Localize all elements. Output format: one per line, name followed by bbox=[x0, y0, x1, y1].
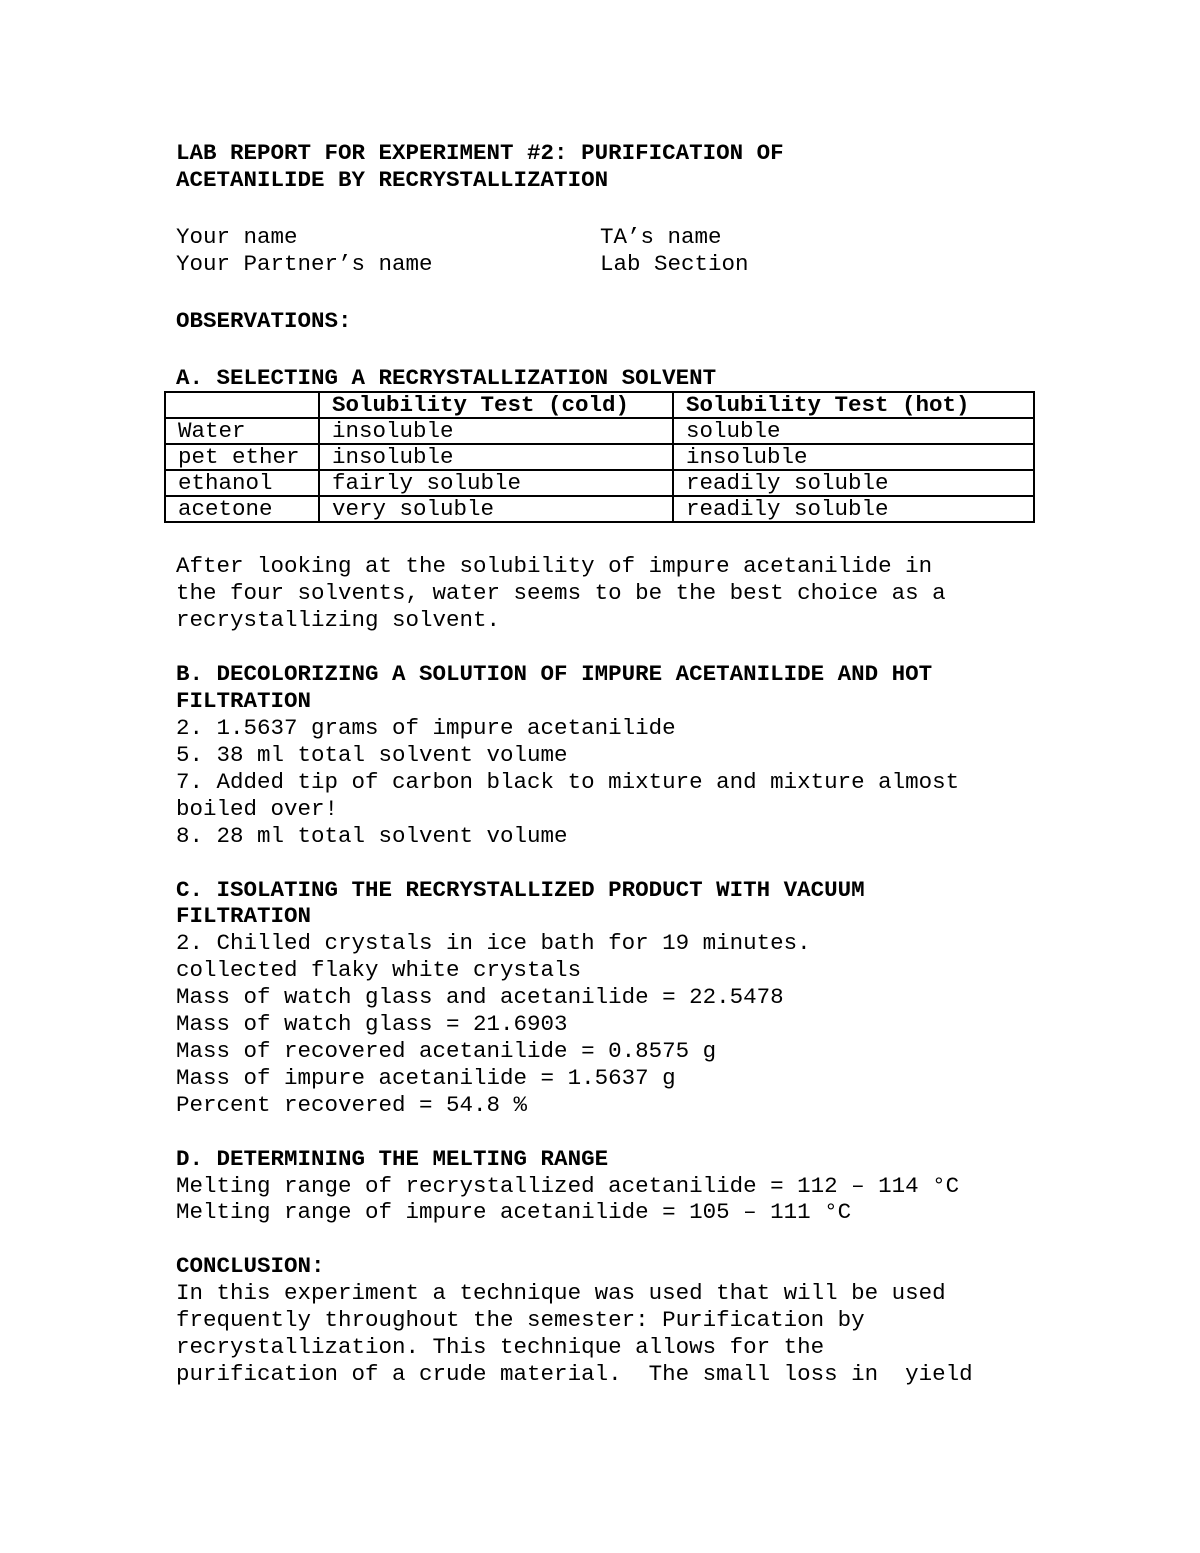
section-a-heading: A. SELECTING A RECRYSTALLIZATION SOLVENT bbox=[176, 364, 717, 391]
section-b-line: 7. Added tip of carbon black to mixture and mixture almost bbox=[176, 768, 960, 795]
table-row bbox=[165, 444, 1034, 470]
table-cell: fairly soluble bbox=[319, 470, 673, 496]
section-c-heading: C. ISOLATING THE RECRYSTALLIZED PRODUCT WITH VACUUM bbox=[176, 876, 865, 903]
info-row-1 bbox=[176, 224, 1056, 251]
section-b-line: 8. 28 ml total solvent volume bbox=[176, 822, 568, 849]
partner-name-field: Your Partner’s name bbox=[176, 250, 433, 277]
report-title-line-1: LAB REPORT FOR EXPERIMENT #2: PURIFICATION OF bbox=[176, 140, 784, 166]
section-c-line: Mass of recovered acetanilide = 0.8575 g bbox=[176, 1037, 717, 1064]
section-a-paragraph-line: the four solvents, water seems to be the best choice as a bbox=[176, 580, 946, 607]
table-cell: acetone bbox=[165, 496, 319, 522]
table-cell: insoluble bbox=[673, 444, 1034, 470]
table-cell: ethanol bbox=[165, 470, 319, 496]
section-c-line: collected flaky white crystals bbox=[176, 957, 582, 984]
section-b-line: boiled over! bbox=[176, 795, 339, 822]
table-row bbox=[165, 496, 1034, 522]
table-cell: pet ether bbox=[165, 444, 319, 470]
section-d-line: Melting range of impure acetanilide = 105 – 111 °C bbox=[176, 1199, 852, 1226]
table-header-cell: Solubility Test (hot) bbox=[673, 392, 1034, 418]
your-name-field: Your name bbox=[176, 223, 298, 250]
table-row bbox=[165, 470, 1034, 496]
section-a-paragraph-line: recrystallizing solvent. bbox=[176, 607, 501, 634]
table-cell: insoluble bbox=[319, 444, 673, 470]
observations-heading: OBSERVATIONS: bbox=[176, 307, 352, 334]
table-cell: insoluble bbox=[319, 418, 673, 444]
section-d-heading: D. DETERMINING THE MELTING RANGE bbox=[176, 1145, 609, 1172]
conclusion-line: In this experiment a technique was used that will be used bbox=[176, 1280, 946, 1307]
section-a-paragraph-line: After looking at the solubility of impure acetanilide in bbox=[176, 553, 933, 580]
section-d-line: Melting range of recrystallized acetanilide = 112 – 114 °C bbox=[176, 1172, 960, 1199]
conclusion-line: recrystallization. This technique allows for the bbox=[176, 1334, 825, 1361]
table-cell: Water bbox=[165, 418, 319, 444]
section-b-heading: FILTRATION bbox=[176, 688, 312, 715]
report-title-line-2: ACETANILIDE BY RECRYSTALLIZATION bbox=[176, 166, 609, 193]
section-b-heading: B. DECOLORIZING A SOLUTION OF IMPURE ACETANILIDE AND HOT bbox=[176, 661, 933, 688]
section-b-line: 2. 1.5637 grams of impure acetanilide bbox=[176, 714, 676, 741]
section-c-heading: FILTRATION bbox=[176, 903, 312, 930]
table-header-cell bbox=[165, 392, 319, 418]
table-cell: very soluble bbox=[319, 496, 673, 522]
table-header-cell: Solubility Test (cold) bbox=[319, 392, 673, 418]
section-c-line: Mass of watch glass and acetanilide = 22.5478 bbox=[176, 984, 784, 1011]
section-c-line: Percent recovered = 54.8 % bbox=[176, 1091, 528, 1118]
table-cell: soluble bbox=[673, 418, 1034, 444]
conclusion-line: purification of a crude material. The small loss in yield bbox=[176, 1361, 973, 1387]
table-header-row bbox=[165, 392, 1034, 418]
info-row-2 bbox=[176, 251, 1056, 278]
document-page bbox=[176, 140, 1056, 1388]
section-c-line: Mass of impure acetanilide = 1.5637 g bbox=[176, 1064, 676, 1091]
table-cell: readily soluble bbox=[673, 470, 1034, 496]
section-c-line: 2. Chilled crystals in ice bath for 19 minutes. bbox=[176, 930, 811, 957]
solubility-table bbox=[164, 391, 1035, 523]
conclusion-heading: CONCLUSION: bbox=[176, 1253, 325, 1280]
conclusion-line: frequently throughout the semester: Purification by bbox=[176, 1307, 865, 1334]
ta-name-field: TA’s name bbox=[600, 223, 722, 250]
lab-section-field: Lab Section bbox=[600, 250, 749, 277]
section-c-line: Mass of watch glass = 21.6903 bbox=[176, 1011, 568, 1038]
section-b-line: 5. 38 ml total solvent volume bbox=[176, 741, 568, 768]
table-cell: readily soluble bbox=[673, 496, 1034, 522]
table-row bbox=[165, 418, 1034, 444]
